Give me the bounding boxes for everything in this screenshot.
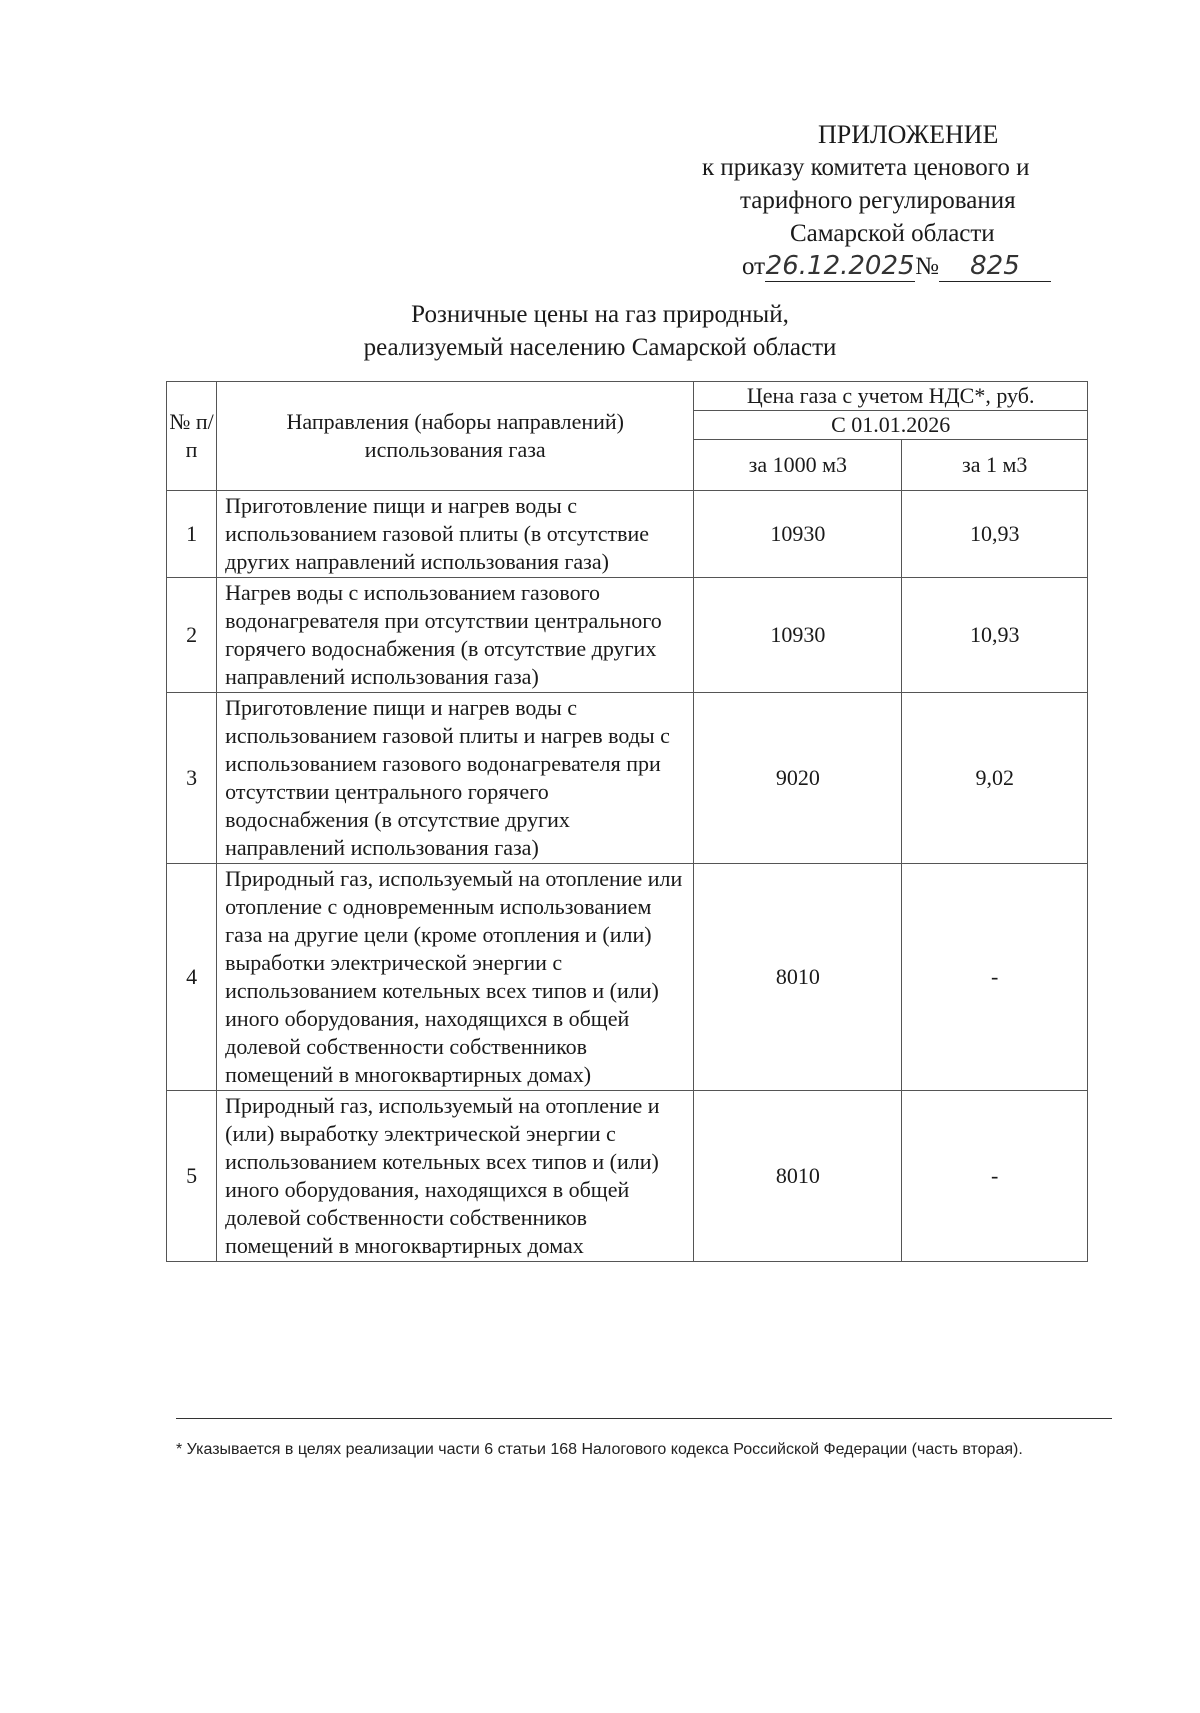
table-row [167,1091,1088,1262]
header-direction: Направления (наборы направлений) использования газа [217,382,694,491]
row-price-1000: 8010 [694,864,902,1091]
order-date: 26.12.2025 [765,251,915,281]
row-number: 5 [167,1091,217,1262]
date-prefix: от [742,253,766,280]
row-number: 2 [167,578,217,693]
header-price-1: за 1 м3 [902,440,1088,491]
order-number: 825 [939,251,1051,282]
header-price-group: Цена газа с учетом НДС*, руб. [694,382,1088,411]
row-price-1: 10,93 [902,578,1088,693]
row-price-1: - [902,864,1088,1091]
header-price-1000: за 1000 м3 [694,440,902,491]
header-period: С 01.01.2026 [694,411,1088,440]
row-price-1: - [902,1091,1088,1262]
row-number: 1 [167,491,217,578]
price-table [166,381,1088,1262]
footnote: * Указывается в целях реализации части 6 статьи 168 Налогового кодекса Российской Федерации (часть вторая). [176,1441,1023,1458]
number-prefix: № [915,253,939,280]
row-direction: Природный газ, используемый на отопление и (или) выработку электрической энергии с использованием котельных всех типов и (или) иного оборудования, находящихся в общей долевой собственности собственников помещений в многоквартирных домах [217,1091,694,1262]
document-title [0,298,1200,364]
row-number: 4 [167,864,217,1091]
document-title-line-2: реализуемый населению Самарской области [363,334,837,361]
appendix-header [690,118,1110,283]
row-direction: Приготовление пищи и нагрев воды с использованием газовой плиты (в отсутствие других направлений использования газа) [217,491,694,578]
footnote-divider [176,1418,1112,1419]
table-row [167,693,1088,864]
row-price-1: 10,93 [902,491,1088,578]
row-price-1000: 10930 [694,578,902,693]
appendix-line-1: к приказу комитета ценового и [702,154,1030,181]
appendix-title: ПРИЛОЖЕНИЕ [818,120,999,149]
header-num: № п/п [167,382,217,491]
row-direction: Нагрев воды с использованием газового водонагревателя при отсутствии центрального горячего водоснабжения (в отсутствие других направлений использования газа) [217,578,694,693]
appendix-line-2: тарифного регулирования [740,187,1016,214]
row-price-1000: 10930 [694,491,902,578]
table-row [167,491,1088,578]
table-row [167,864,1088,1091]
row-direction: Приготовление пищи и нагрев воды с использованием газовой плиты и нагрев воды с использованием газового водонагревателя при отсутствии центрального горячего водоснабжения (в отсутствие других направлений использования газа) [217,693,694,864]
row-number: 3 [167,693,217,864]
row-price-1: 9,02 [902,693,1088,864]
row-direction: Природный газ, используемый на отопление или отопление с одновременным использованием газа на другие цели (кроме отопления и (или) выработки электрической энергии с использованием котельных всех типов и (или) иного оборудования, находящихся в общей долевой собственности собственников помещений в многоквартирных домах) [217,864,694,1091]
order-reference [690,250,1110,283]
appendix-line-3: Самарской области [790,220,995,247]
table-row [167,578,1088,693]
document-title-line-1: Розничные цены на газ природный, [411,301,789,328]
row-price-1000: 8010 [694,1091,902,1262]
row-price-1000: 9020 [694,693,902,864]
